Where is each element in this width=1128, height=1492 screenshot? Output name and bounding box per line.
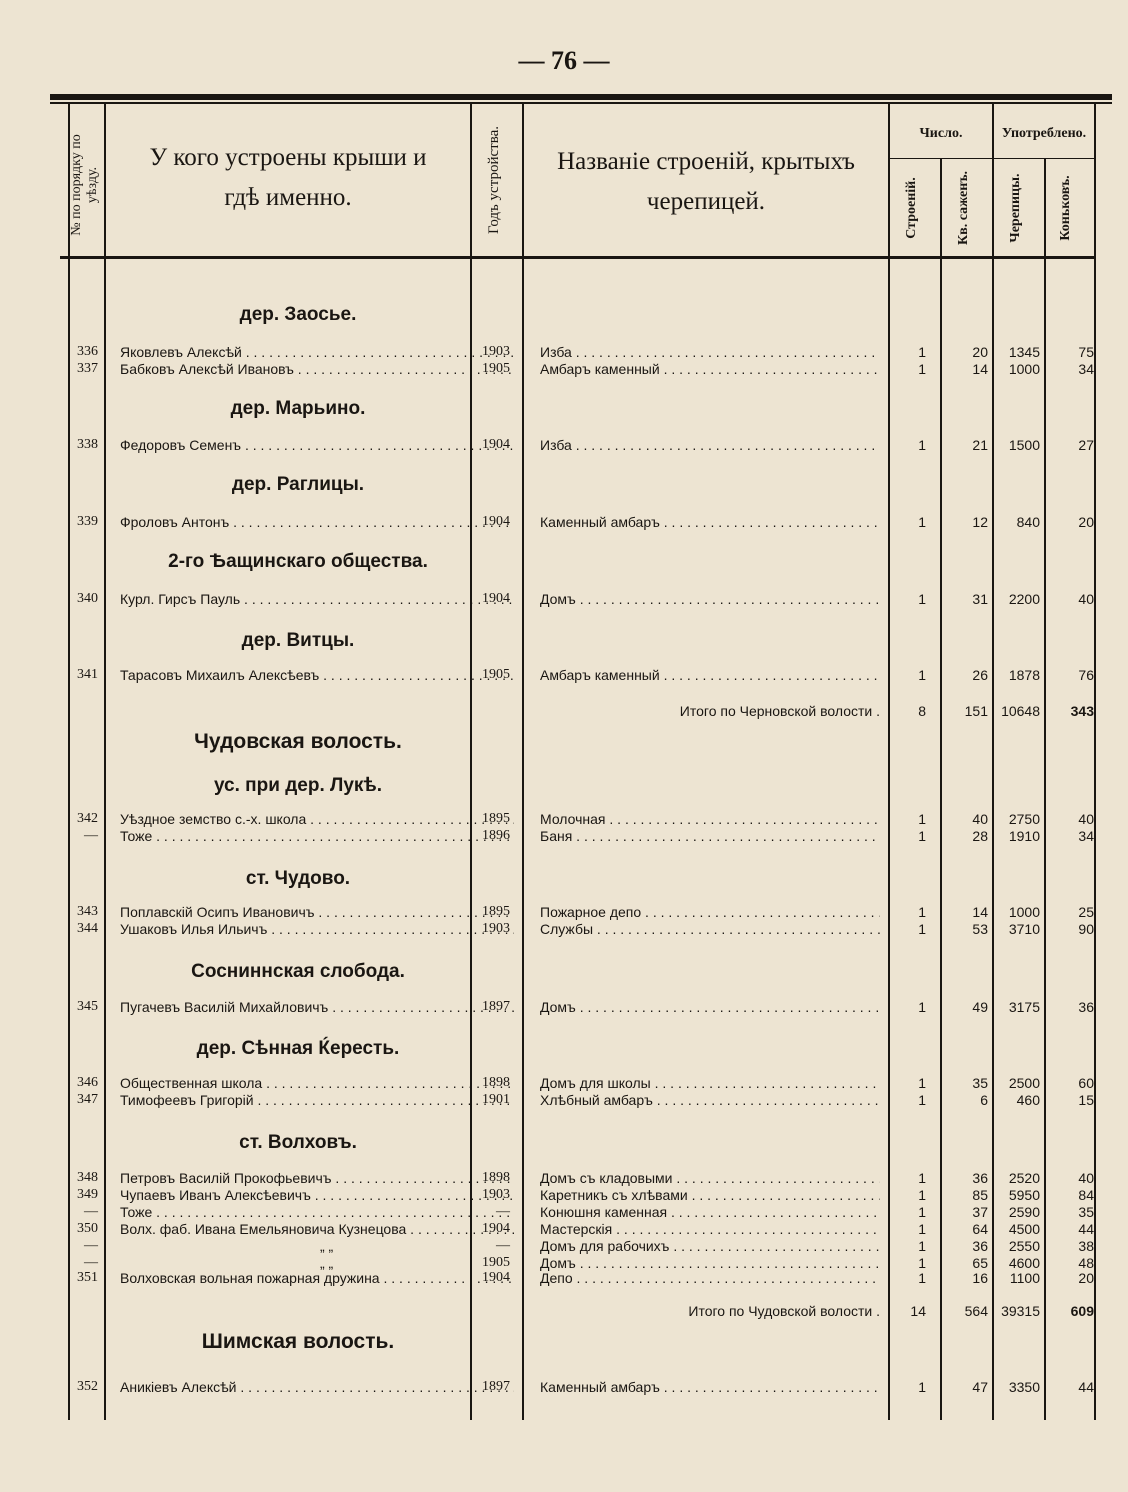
row-num: 348 [77, 1170, 98, 1185]
total-kv: 151 [964, 703, 988, 719]
row-kv: 26 [972, 667, 988, 683]
row-cherepitsy: 2550 [1008, 1238, 1040, 1254]
table-row [62, 903, 1096, 921]
row-owner: Тимофеевъ Григорій . . . [120, 1091, 514, 1109]
row-kv: 53 [972, 921, 988, 937]
row-konkov: 40 [1078, 811, 1094, 827]
row-kv: 21 [972, 437, 988, 453]
row-stroeniy: 1 [918, 514, 926, 530]
row-kv: 20 [972, 344, 988, 360]
row-owner: Волховская вольная пожарная дружина . . . [120, 1269, 514, 1287]
row-stroeniy: 1 [918, 1379, 926, 1395]
row-stroeniy: 1 [918, 667, 926, 683]
table-row [62, 1237, 1096, 1255]
row-building: Молочная . . . [540, 810, 880, 828]
table-row [62, 998, 1096, 1016]
row-year: — [496, 1204, 510, 1219]
total-row [62, 1302, 1096, 1320]
top-rule-thin [50, 102, 1112, 104]
row-building: Домъ . . . [540, 1254, 880, 1272]
row-num: 345 [77, 999, 98, 1014]
row-konkov: 40 [1078, 1170, 1094, 1186]
row-stroeniy: 1 [918, 921, 926, 937]
header-upotrebleno: Употреблено. [1001, 126, 1087, 141]
row-konkov: 48 [1078, 1255, 1094, 1271]
row-kv: 14 [972, 904, 988, 920]
row-building: Изба . . . [540, 436, 880, 454]
row-owner: Бабковъ Алексѣй Ивановъ . . . [120, 360, 514, 378]
row-kv: 40 [972, 811, 988, 827]
row-stroeniy: 1 [918, 811, 926, 827]
row-year: 1904 [482, 591, 510, 606]
header-owner-line1: У кого устроены крыши и [149, 144, 427, 171]
row-owner: Поплавскій Осипъ Ивановичъ . . . [120, 903, 514, 921]
row-cherepitsy: 3710 [1008, 921, 1040, 937]
row-cherepitsy: 4500 [1008, 1221, 1040, 1237]
row-building: Баня . . . [540, 827, 880, 845]
row-konkov: 27 [1078, 437, 1094, 453]
row-year: 1898 [482, 1075, 510, 1090]
row-konkov: 20 [1078, 514, 1094, 530]
table-row [62, 827, 1096, 845]
row-cherepitsy: 3350 [1008, 1379, 1040, 1395]
row-num: 337 [77, 361, 98, 376]
table-row [62, 1169, 1096, 1187]
row-owner: Уѣздное земство с.-х. школа . . . [120, 810, 514, 828]
row-owner: Общественная школа . . . [120, 1074, 514, 1092]
header-chislo: Число. [919, 126, 963, 141]
section-chudovskaya: Чудовская волость. [194, 730, 402, 753]
top-rule [50, 94, 1112, 100]
row-stroeniy: 1 [918, 591, 926, 607]
row-num: 343 [77, 904, 98, 919]
row-kv: 31 [972, 591, 988, 607]
row-year: — [496, 1238, 510, 1253]
row-year: 1904 [482, 514, 510, 529]
row-konkov: 36 [1078, 999, 1094, 1015]
row-building: Домъ . . . [540, 590, 880, 608]
page-number: — 76 — [518, 46, 610, 75]
row-num: 344 [77, 921, 98, 936]
row-kv: 64 [972, 1221, 988, 1237]
row-konkov: 44 [1078, 1379, 1094, 1395]
header-cherepitsy: Черепицы. [1008, 173, 1023, 243]
row-building: Хлѣбный амбаръ . . . [540, 1091, 880, 1109]
row-num: 351 [77, 1270, 98, 1285]
section-raglitsy: дер. Раглицы. [231, 474, 365, 495]
row-building: Каменный амбаръ . . . [540, 1378, 880, 1396]
total-konkov: 343 [1070, 703, 1094, 719]
row-owner: Тоже . . . [120, 1203, 514, 1221]
row-stroeniy: 1 [918, 344, 926, 360]
row-cherepitsy: 1878 [1008, 667, 1040, 683]
row-stroeniy: 1 [918, 1170, 926, 1186]
row-building: Службы . . . [540, 920, 880, 938]
header-building [524, 142, 888, 222]
row-konkov: 84 [1078, 1187, 1094, 1203]
table-row [62, 1186, 1096, 1204]
row-building: Домъ для школы . . . [540, 1074, 880, 1092]
row-owner: Петровъ Василій Прокофьевичъ . . . [120, 1169, 514, 1187]
total-kv: 564 [964, 1303, 988, 1319]
row-stroeniy: 1 [918, 904, 926, 920]
row-num: — [84, 828, 98, 843]
section-maryino: дер. Марьино. [230, 398, 366, 419]
row-stroeniy: 1 [918, 1187, 926, 1203]
row-building: Депо . . . [540, 1269, 880, 1287]
row-konkov: 60 [1078, 1075, 1094, 1091]
row-cherepitsy: 5950 [1008, 1187, 1040, 1203]
total-row [62, 702, 1096, 720]
row-building: Мастерскія . . . [540, 1220, 880, 1238]
row-owner: Курл. Гирсъ Пауль . . . [120, 590, 514, 608]
table-row [62, 360, 1096, 378]
row-owner: Тоже . . . [120, 827, 514, 845]
table-row [62, 1220, 1096, 1238]
row-num: 349 [77, 1187, 98, 1202]
section-sosninskaya: Сосниннская слобода. [191, 961, 405, 982]
row-year: 1905 [482, 667, 510, 682]
row-owner: Чупаевъ Иванъ Алексѣевичъ . . . [120, 1186, 514, 1204]
table-row [62, 810, 1096, 828]
row-num: 347 [77, 1092, 98, 1107]
header-bottom-rule [60, 256, 1094, 259]
section-nashchinskoe: 2-го Ѣащинскаго общества. [168, 551, 428, 572]
table-row [62, 1269, 1096, 1287]
row-year: 1904 [482, 1270, 510, 1285]
row-cherepitsy: 4600 [1008, 1255, 1040, 1271]
row-stroeniy: 1 [918, 828, 926, 844]
row-num: 339 [77, 514, 98, 529]
row-cherepitsy: 3175 [1008, 999, 1040, 1015]
row-konkov: 20 [1078, 1270, 1094, 1286]
row-kv: 65 [972, 1255, 988, 1271]
row-konkov: 76 [1078, 667, 1094, 683]
row-year: 1898 [482, 1170, 510, 1185]
row-konkov: 15 [1078, 1092, 1094, 1108]
header-building-line1: Названіе строеній, крытыхъ [557, 148, 855, 175]
row-year: 1904 [482, 437, 510, 452]
row-num: 346 [77, 1075, 98, 1090]
row-konkov: 44 [1078, 1221, 1094, 1237]
row-cherepitsy: 460 [1016, 1092, 1040, 1108]
row-cherepitsy: 2750 [1008, 811, 1040, 827]
row-kv: 16 [972, 1270, 988, 1286]
row-kv: 85 [972, 1187, 988, 1203]
table-row [62, 1378, 1096, 1396]
row-cherepitsy: 1910 [1008, 828, 1040, 844]
row-kv: 36 [972, 1170, 988, 1186]
row-year: 1904 [482, 1221, 510, 1236]
row-kv: 47 [972, 1379, 988, 1395]
row-num: — [84, 1238, 98, 1253]
row-konkov: 38 [1078, 1238, 1094, 1254]
row-building: Каретникъ съ хлѣвами . . . [540, 1186, 880, 1204]
total-konkov: 609 [1070, 1303, 1094, 1319]
row-owner: „ „ [320, 1255, 334, 1271]
row-building: Домъ . . . [540, 998, 880, 1016]
row-stroeniy: 1 [918, 1221, 926, 1237]
row-cherepitsy: 1000 [1008, 904, 1040, 920]
row-kv: 12 [972, 514, 988, 530]
row-num: 338 [77, 437, 98, 452]
total-stroeniy: 14 [910, 1303, 926, 1319]
row-num: 336 [77, 344, 98, 359]
section-chudovo: ст. Чудово. [245, 868, 351, 889]
row-kv: 49 [972, 999, 988, 1015]
row-owner: „ „ [320, 1238, 334, 1254]
header-kv-sazhen: Кв. саженъ. [956, 171, 971, 246]
row-konkov: 75 [1078, 344, 1094, 360]
header-building-line2: черепицей. [646, 188, 766, 215]
total-stroeniy: 8 [918, 703, 926, 719]
row-year: 1895 [482, 904, 510, 919]
row-kv: 28 [972, 828, 988, 844]
row-cherepitsy: 2500 [1008, 1075, 1040, 1091]
table-row [62, 1074, 1096, 1092]
row-stroeniy: 1 [918, 437, 926, 453]
section-volkhov: ст. Волховъ. [239, 1132, 357, 1153]
total-cherepitsy: 39315 [1001, 1303, 1040, 1319]
row-cherepitsy: 1000 [1008, 361, 1040, 377]
row-building: Домъ для рабочихъ . . . [540, 1237, 880, 1255]
header-owner [106, 138, 470, 218]
row-year: 1903 [482, 344, 510, 359]
row-stroeniy: 1 [918, 999, 926, 1015]
table-row [62, 590, 1096, 608]
row-num: — [84, 1255, 98, 1270]
row-owner: Яковлевъ Алексѣй . . . [120, 343, 514, 361]
row-stroeniy: 1 [918, 1238, 926, 1254]
row-konkov: 40 [1078, 591, 1094, 607]
row-year: 1905 [482, 361, 510, 376]
header-stroeniy: Строеній. [904, 177, 919, 239]
row-owner: Пугачевъ Василій Михайловичъ . . . [120, 998, 514, 1016]
row-stroeniy: 1 [918, 1092, 926, 1108]
row-cherepitsy: 2200 [1008, 591, 1040, 607]
row-building: Каменный амбаръ . . . [540, 513, 880, 531]
row-owner: Фроловъ Антонъ . . . [120, 513, 514, 531]
row-konkov: 35 [1078, 1204, 1094, 1220]
section-vittsy: дер. Витцы. [241, 630, 355, 651]
row-year: 1895 [482, 811, 510, 826]
row-stroeniy: 1 [918, 361, 926, 377]
row-cherepitsy: 1345 [1008, 344, 1040, 360]
header-owner-line2: гдѣ именно. [224, 184, 352, 211]
row-konkov: 34 [1078, 361, 1094, 377]
row-owner: Ушаковъ Илья Ильичъ . . . [120, 920, 514, 938]
row-building: Амбаръ каменный . . . [540, 666, 880, 684]
row-num: 340 [77, 591, 98, 606]
row-year: 1903 [482, 921, 510, 936]
row-owner: Федоровъ Семенъ . . . [120, 436, 514, 454]
row-year: 1901 [482, 1092, 510, 1107]
row-konkov: 90 [1078, 921, 1094, 937]
row-year: 1897 [482, 999, 510, 1014]
table-row [62, 343, 1096, 361]
header-konkov: Коньковъ. [1058, 175, 1073, 241]
table-row [62, 436, 1096, 454]
row-kv: 14 [972, 361, 988, 377]
row-year: 1905 [482, 1255, 510, 1270]
table-row [62, 513, 1096, 531]
section-shimskaya: Шимская волость. [201, 1330, 395, 1353]
row-kv: 6 [980, 1092, 988, 1108]
row-konkov: 34 [1078, 828, 1094, 844]
total-label: Итого по Чудовской волости . [688, 1303, 880, 1319]
section-luke: ус. при дер. Лукѣ. [213, 775, 383, 796]
row-kv: 37 [972, 1204, 988, 1220]
total-cherepitsy: 10648 [1001, 703, 1040, 719]
row-konkov: 25 [1078, 904, 1094, 920]
row-year: 1896 [482, 828, 510, 843]
row-building: Амбаръ каменный . . . [540, 360, 880, 378]
row-kv: 36 [972, 1238, 988, 1254]
row-cherepitsy: 1100 [1009, 1270, 1040, 1286]
row-kv: 35 [972, 1075, 988, 1091]
row-num: 352 [77, 1379, 98, 1394]
row-building: Изба . . . [540, 343, 880, 361]
row-owner: Аникіевъ Алексѣй . . . [120, 1378, 514, 1396]
row-owner: Волх. фаб. Ивана Емельяновича Кузнецова . . . [120, 1220, 514, 1238]
section-sennaya: дер. Сѣнная Ќересть. [196, 1038, 400, 1059]
row-stroeniy: 1 [918, 1075, 926, 1091]
row-cherepitsy: 1500 [1008, 437, 1040, 453]
total-label: Итого по Черновской волости . [679, 703, 880, 719]
row-building: Домъ съ кладовыми . . . [540, 1169, 880, 1187]
row-num: 350 [77, 1221, 98, 1236]
row-owner: Тарасовъ Михаилъ Алексѣевъ . . . [120, 666, 514, 684]
section-zaosye: дер. Заосье. [239, 304, 357, 325]
row-year: 1903 [482, 1187, 510, 1202]
row-cherepitsy: 2590 [1008, 1204, 1040, 1220]
table-row [62, 920, 1096, 938]
row-year: 1897 [482, 1379, 510, 1394]
row-stroeniy: 1 [918, 1204, 926, 1220]
row-num: 341 [77, 667, 98, 682]
header-num: № по порядку по уѣзду. [69, 134, 100, 236]
row-num: 342 [77, 811, 98, 826]
row-stroeniy: 1 [918, 1255, 926, 1271]
table-row [62, 1203, 1096, 1221]
table-row [62, 1091, 1096, 1109]
table-row [62, 666, 1096, 684]
row-building: Пожарное депо . . . [540, 903, 880, 921]
row-num: — [84, 1204, 98, 1219]
row-cherepitsy: 2520 [1008, 1170, 1040, 1186]
header-year: Годъ устройства. [486, 126, 502, 234]
row-building: Конюшня каменная . . . [540, 1203, 880, 1221]
row-cherepitsy: 840 [1016, 514, 1040, 530]
row-stroeniy: 1 [918, 1270, 926, 1286]
